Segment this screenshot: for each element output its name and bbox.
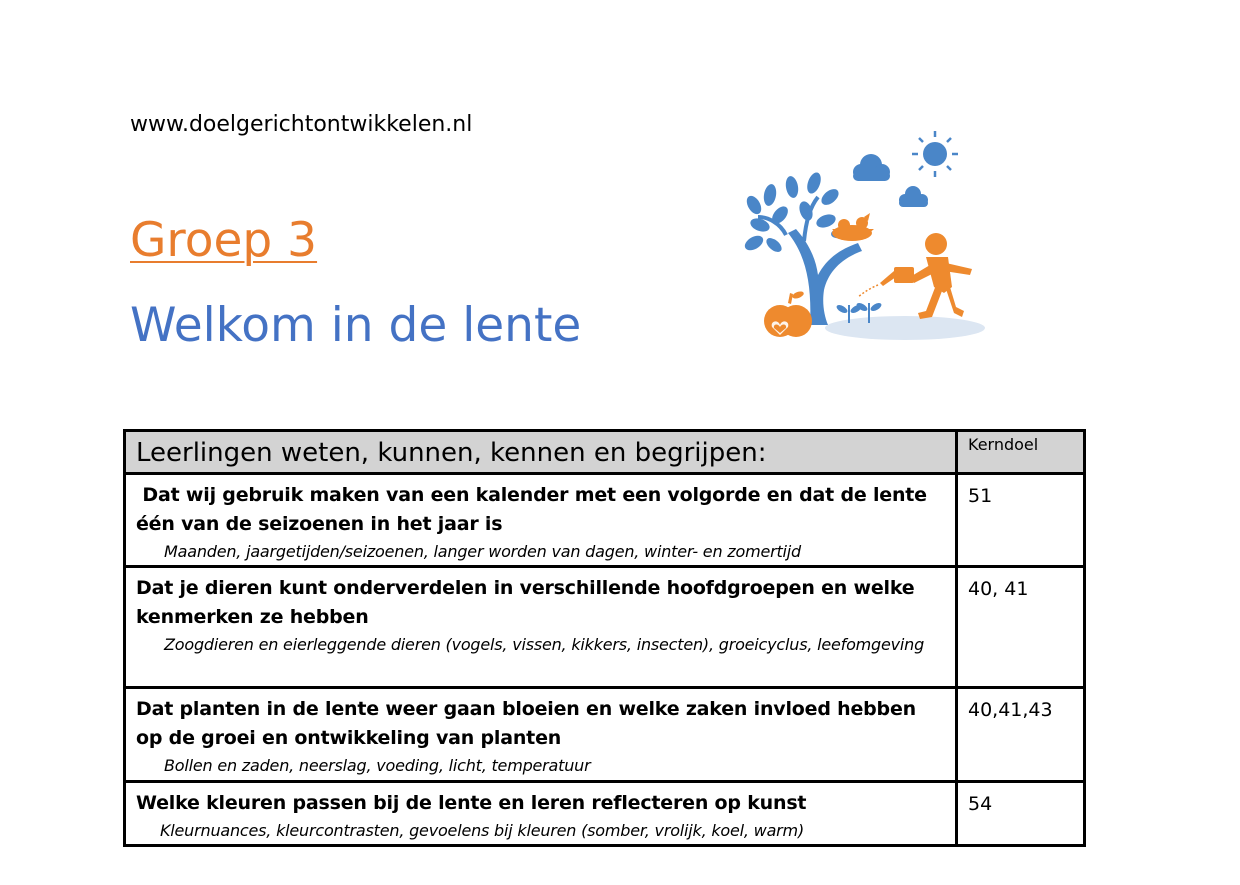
table-header-row (125, 431, 1085, 474)
goal-detail: Kleurnuances, kleurcontrasten, gevoelens bij kleuren (somber, vrolijk, koel, warm) (160, 821, 804, 840)
spring-illustration (740, 125, 990, 350)
goal-detail: Bollen en zaden, neerslag, voeding, licht, temperatuur (164, 756, 591, 775)
goal-text: Dat planten in de lente weer gaan bloeien en welke zaken invloed hebben op de groei en ontwikkeling van planten (136, 698, 916, 749)
tree-icon (742, 171, 862, 325)
website-url: www.doelgerichtontwikkelen.nl (130, 112, 473, 137)
goal-cell (125, 688, 957, 782)
goal-text: Dat je dieren kunt onderverdelen in verschillende hoofdgroepen en welke kenmerken ze hebben (136, 577, 915, 628)
goal-cell (125, 474, 957, 567)
table-row (125, 688, 1085, 782)
child-watering-icon (910, 233, 972, 319)
watering-can-icon (858, 267, 914, 297)
cloud-icon (899, 186, 928, 207)
table-row (125, 567, 1085, 688)
kerndoel-cell: 51 (957, 474, 1085, 567)
page-title: Welkom in de lente (130, 298, 582, 353)
goal-detail: Zoogdieren en eierleggende dieren (vogels, vissen, kikkers, insecten), groeicyclus, leefomgeving (164, 635, 925, 654)
group-title: Groep 3 (130, 213, 318, 268)
table-row (125, 474, 1085, 567)
cloud-icon (853, 154, 890, 181)
kerndoel-cell: 40, 41 (957, 567, 1085, 688)
goal-detail: Maanden, jaargetijden/seizoenen, langer worden van dagen, winter- en zomertijd (164, 542, 801, 561)
goal-text: Dat wij gebruik maken van een kalender met een volgorde en dat de lente één van de seizoenen in het jaar is (136, 484, 934, 535)
learning-goals-table (123, 429, 1086, 847)
table-header-title: Leerlingen weten, kunnen, kennen en begrijpen: (125, 431, 957, 474)
kerndoel-header: Kerndoel (957, 431, 1085, 474)
bird-nest-icon (832, 213, 874, 241)
goal-cell (125, 782, 957, 846)
sun-icon (912, 131, 958, 177)
table-row (125, 782, 1085, 846)
kerndoel-cell: 40,41,43 (957, 688, 1085, 782)
goal-cell (125, 567, 957, 688)
apple-icon (764, 290, 812, 337)
goal-text: Welke kleuren passen bij de lente en leren reflecteren op kunst (136, 792, 807, 814)
kerndoel-cell: 54 (957, 782, 1085, 846)
